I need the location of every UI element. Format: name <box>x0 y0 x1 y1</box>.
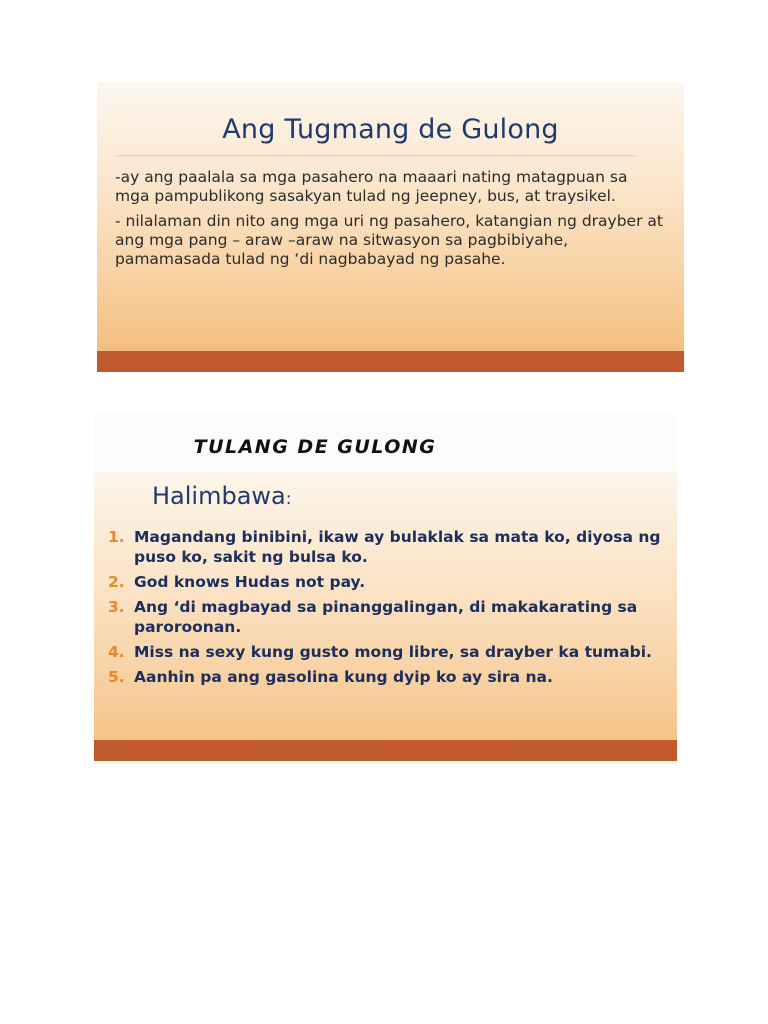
list-item <box>108 642 668 662</box>
item-number: 3. <box>108 598 125 616</box>
definition-paragraph: -ay ang paalala sa mga pasahero na maaari nating matagpuan sa mga pampublikong sasakyan tulad ng jeepney, bus, at traysikel. <box>115 168 628 205</box>
examples-list <box>108 527 668 692</box>
section-heading: TULANG DE GULONG <box>193 436 437 458</box>
list-item <box>108 527 668 567</box>
examples-title-text: Halimbawa <box>152 482 286 510</box>
description-paragraph: - nilalaman din nito ang mga uri ng pasahero, katangian ng drayber at ang mga pang – araw –araw na sitwasyon sa pagbibiyahe, pamamasada tulad ng ‘di nagbabayad ng pasahe. <box>115 212 663 268</box>
slide-examples <box>94 472 677 761</box>
slide-footer-bar <box>94 740 677 761</box>
item-number: 2. <box>108 573 125 591</box>
title-divider <box>117 155 635 156</box>
list-item <box>108 667 668 687</box>
examples-title <box>152 482 291 510</box>
slide-footer-bar <box>97 351 684 372</box>
item-number: 4. <box>108 643 125 661</box>
item-text: God knows Hudas not pay. <box>134 573 366 591</box>
item-number: 5. <box>108 668 125 686</box>
item-text: Miss na sexy kung gusto mong libre, sa drayber ka tumabi. <box>134 643 652 661</box>
item-text: Magandang binibini, ikaw ay bulaklak sa mata ko, diyosa ng puso ko, sakit ng bulsa ko. <box>134 528 661 566</box>
slide-body <box>115 168 665 275</box>
item-number: 1. <box>108 528 125 546</box>
slide-definition <box>97 82 684 372</box>
item-text: Ang ‘di magbayad sa pinanggalingan, di makakarating sa paroroonan. <box>134 598 638 636</box>
slide-title: Ang Tugmang de Gulong <box>222 114 559 145</box>
list-item <box>108 597 668 637</box>
list-item <box>108 572 668 592</box>
examples-title-colon: : <box>285 489 292 509</box>
item-text: Aanhin pa ang gasolina kung dyip ko ay sira na. <box>134 668 553 686</box>
